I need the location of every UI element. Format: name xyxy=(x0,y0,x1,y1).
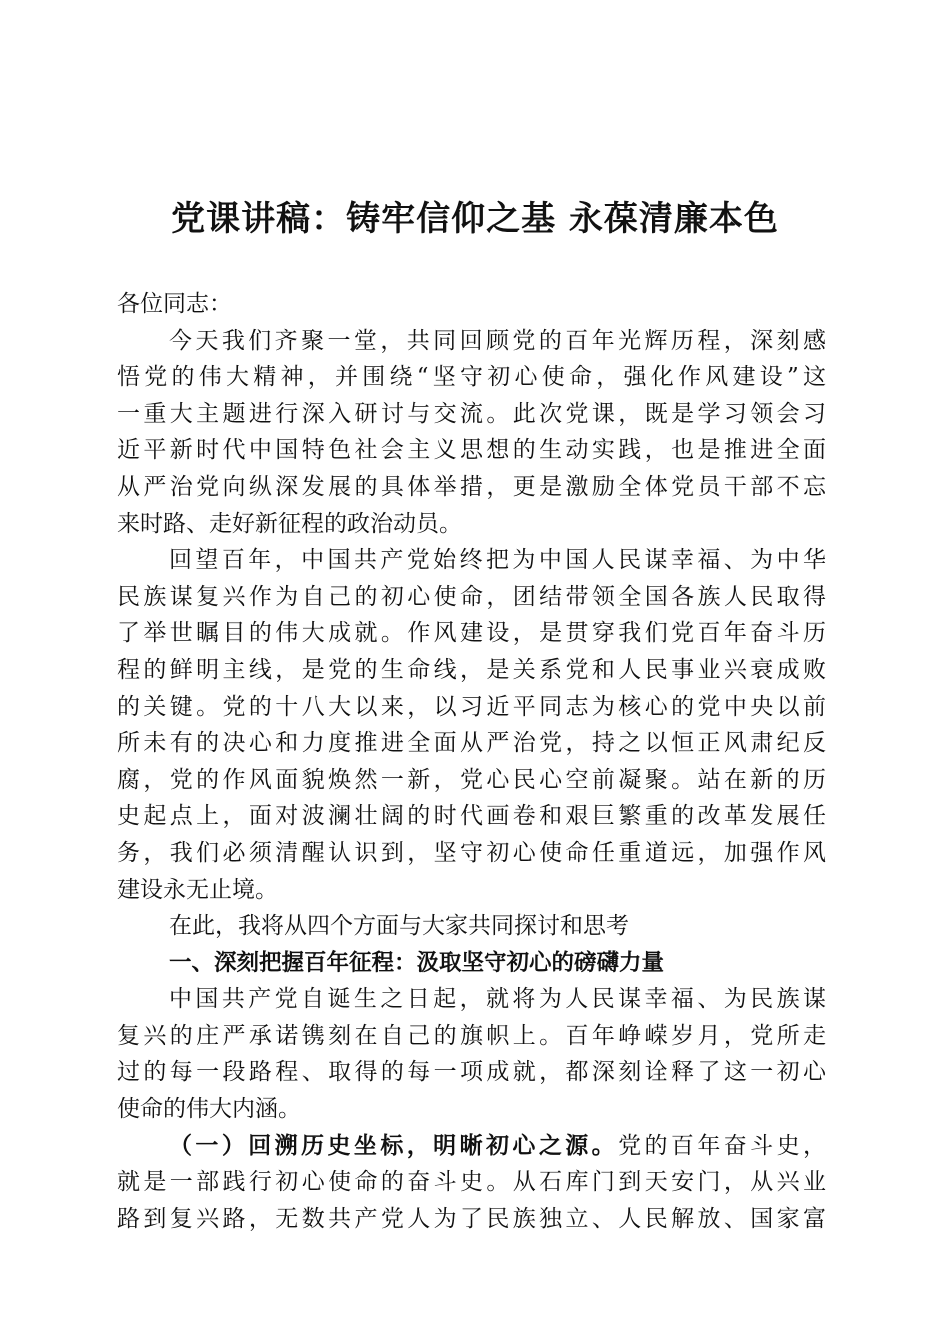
text-line: 过的每一段路程、取得的每一项成就，都深刻诠释了这一初心 xyxy=(117,1059,826,1086)
paragraph-subsection1 xyxy=(117,1128,826,1238)
text-line: 来时路、走好新征程的政治动员。 xyxy=(117,510,462,537)
text-line: 一重大主题进行深入研讨与交流。此次党课，既是学习领会习 xyxy=(117,400,826,427)
text-line: 从严治党向纵深发展的具体举措，更是激励全体党员干部不忘 xyxy=(117,473,826,500)
document-body xyxy=(117,286,826,1237)
text-line: 近平新时代中国特色社会主义思想的生动实践，也是推进全面 xyxy=(117,437,826,464)
text-line: 使命的伟大内涵。 xyxy=(117,1096,301,1123)
text-line: 所未有的决心和力度推进全面从严治党，持之以恒正风肃纪反 xyxy=(117,730,826,757)
text-line: 路到复兴路，无数共产党人为了民族独立、人民解放、国家富 xyxy=(117,1205,826,1232)
paragraph-intro xyxy=(117,323,826,543)
text-line: 复兴的庄严承诺镌刻在自己的旗帜上。百年峥嵘岁月，党所走 xyxy=(117,1022,826,1049)
text-line: 悟党的伟大精神，并围绕“坚守初心使命，强化作风建设”这 xyxy=(117,364,826,391)
text-line: 腐，党的作风面貌焕然一新，党心民心空前凝聚。站在新的历 xyxy=(117,766,826,793)
salutation: 各位同志： xyxy=(117,291,232,317)
text-line: 回望百年，中国共产党始终把为中国人民谋幸福、为中华 xyxy=(169,547,826,574)
text-line: 程的鲜明主线，是党的生命线，是关系党和人民事业兴衰成败 xyxy=(117,656,826,683)
text-run: 党的百年奋斗史， xyxy=(618,1132,827,1159)
section-heading-1: 一、深刻把握百年征程：汲取坚守初心的磅礴力量 xyxy=(169,949,665,976)
subsection-heading: （一）回溯历史坐标，明晰初心之源。 xyxy=(169,1131,619,1159)
text-line: 务，我们必须清醒认识到，坚守初心使命任重道远，加强作风 xyxy=(117,839,826,866)
text-line: 民族谋复兴作为自己的初心使命，团结带领全国各族人民取得 xyxy=(117,583,826,610)
text-line: 史起点上，面对波澜壮阔的时代画卷和艰巨繁重的改革发展任 xyxy=(117,803,826,830)
paragraph-review xyxy=(117,542,826,908)
text-line: 的关键。党的十八大以来，以习近平同志为核心的党中央以前 xyxy=(117,693,826,720)
paragraph-transition: 在此，我将从四个方面与大家共同探讨和思考 xyxy=(169,913,629,940)
text-line: 今天我们齐聚一堂，共同回顾党的百年光辉历程，深刻感 xyxy=(169,327,826,354)
text-line: 建设永无止境。 xyxy=(117,876,278,903)
text-line: 了举世瞩目的伟大成就。作风建设，是贯穿我们党百年奋斗历 xyxy=(117,620,826,647)
text-line: 中国共产党自诞生之日起，就将为人民谋幸福、为民族谋 xyxy=(169,986,826,1013)
document-title: 党课讲稿：铸牢信仰之基 永葆清廉本色 xyxy=(171,199,779,239)
text-line xyxy=(117,1128,826,1165)
text-line: 就是一部践行初心使命的奋斗史。从石库门到天安门，从兴业 xyxy=(117,1169,826,1196)
paragraph-section1 xyxy=(117,981,826,1127)
